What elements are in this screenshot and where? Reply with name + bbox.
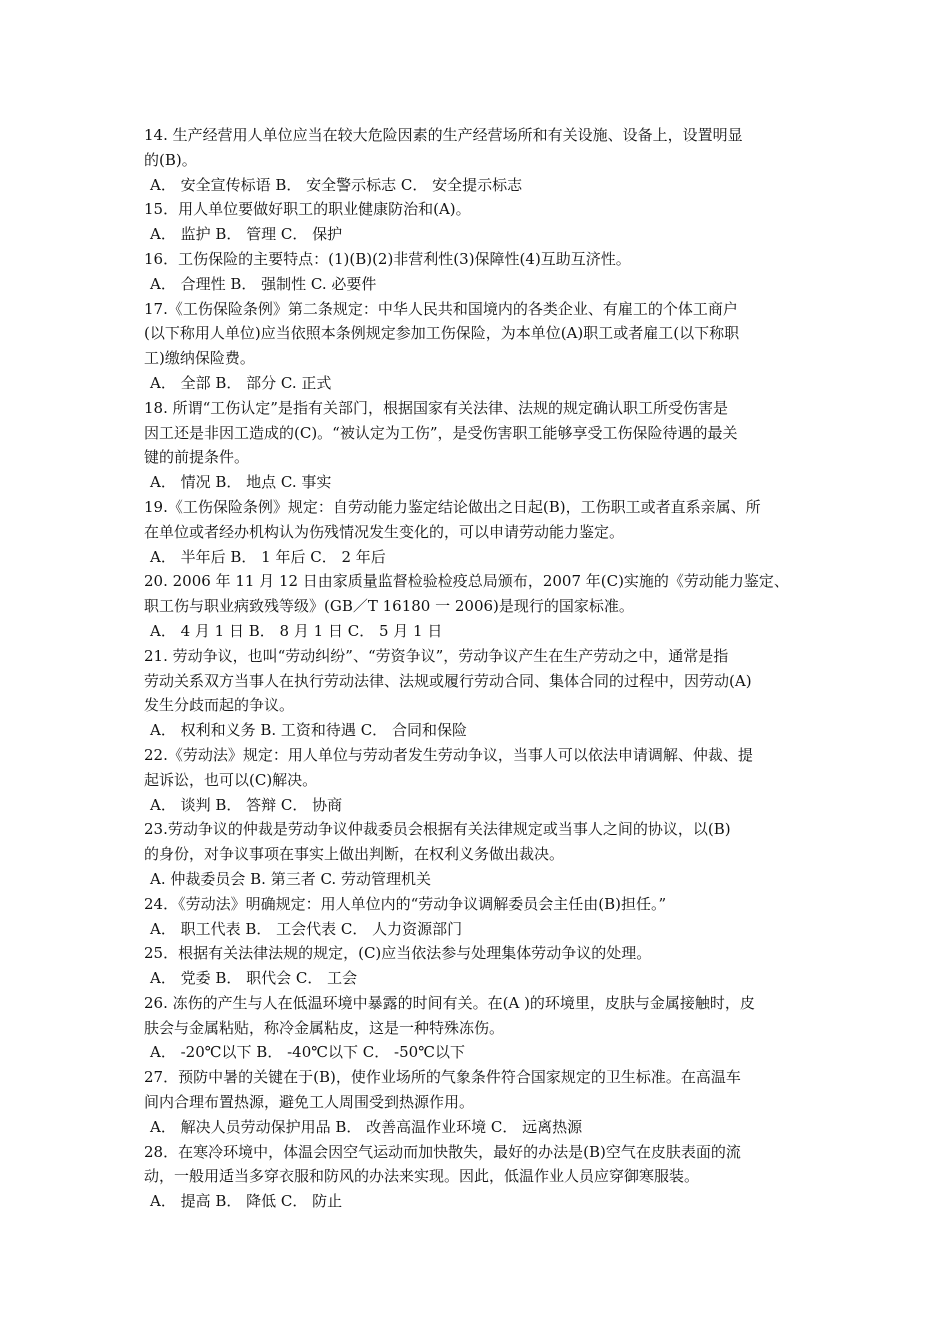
question-text-line: 26. 冻伤的产生与人在低温环境中暴露的时间有关。在(A )的环境里，皮肤与金属接触时，皮 [144, 993, 755, 1012]
question-text-line: 24．《劳动法》明确规定：用人单位内的“劳动争议调解委员会主任由(B)担任。” [144, 894, 667, 913]
answer-options-line: A． 全部 B． 部分 C. 正式 [150, 373, 332, 392]
answer-options-line: A． 党委 B． 职代会 C． 工会 [150, 969, 358, 988]
question-text-line: 因工还是非因工造成的(C)。“被认定为工伤”，是受伤害职工能够享受工伤保险待遇的最关 [144, 423, 738, 442]
question-text-line: 19.《工伤保险条例》规定：自劳动能力鉴定结论做出之日起(B)，工伤职工或者直系亲属、所 [144, 497, 761, 516]
answer-options-line: A． 4 月 1 日 B． 8 月 1 日 C． 5 月 1 日 [150, 621, 443, 640]
answer-options-line: A． 职工代表 B． 工会代表 C． 人力资源部门 [150, 919, 463, 938]
answer-options-line: A． 监护 B． 管理 C． 保护 [150, 225, 343, 244]
question-text-line: 的(B)。 [144, 150, 197, 169]
answer-options-line: A. 仲裁委员会 B. 第三者 C. 劳动管理机关 [150, 869, 431, 888]
document-body [144, 123, 809, 1214]
answer-options-line: A． 解决人员劳动保护用品 B． 改善高温作业环境 C． 远离热源 [150, 1117, 583, 1136]
question-text-line: 职工伤与职业病致残等级》(GB／T 16180 一 2006)是现行的国家标准。 [144, 597, 634, 616]
answer-options-line: A． 权利和义务 B. 工资和待遇 C． 合同和保险 [150, 721, 467, 740]
question-text-line: 16．工伤保险的主要特点：(1)(B)(2)非营利性(3)保障性(4)互助互济性。 [144, 249, 631, 268]
answer-options-line: A． -20℃以下 B． -40℃以下 C． -50℃以下 [150, 1043, 465, 1062]
question-text-line: 18. 所谓“工伤认定”是指有关部门，根据国家有关法律、法规的规定确认职工所受伤害是 [144, 398, 728, 417]
question-text-line: 28．在寒冷环境中，体温会因空气运动而加快散失，最好的办法是(B)空气在皮肤表面的流 [144, 1142, 741, 1161]
answer-options-line: A． 情况 B． 地点 C. 事实 [150, 473, 332, 492]
answer-options-line: A． 提高 B． 降低 C． 防止 [150, 1192, 343, 1211]
question-text-line: 肤会与金属粘贴，称冷金属粘皮，这是一种特殊冻伤。 [144, 1018, 505, 1037]
question-text-line: 劳动关系双方当事人在执行劳动法律、法规或履行劳动合同、集体合同的过程中，因劳动(A) [144, 671, 752, 690]
answer-options-line: A． 谈判 B． 答辩 C． 协商 [150, 795, 343, 814]
question-text-line: 22.《劳动法》规定：用人单位与劳动者发生劳动争议，当事人可以依法申请调解、仲裁、提 [144, 745, 753, 764]
question-text-line: 起诉讼，也可以(C)解决。 [144, 770, 318, 789]
question-text-line: 20. 2006 年 11 月 12 日由家质量监督检验检疫总局颁布，2007 年(C)实施的《劳动能力鉴定、 [144, 572, 789, 591]
question-text-line: (以下称用人单位)应当依照本条例规定参加工伤保险，为本单位(A)职工或者雇工(以下称职 [144, 324, 740, 343]
question-text-line: 工)缴纳保险费。 [144, 349, 255, 368]
question-text-line: 15．用人单位要做好职工的职业健康防治和(A)。 [144, 200, 471, 219]
question-text-line: 动，一般用适当多穿衣服和防风的办法来实现。因此，低温作业人员应穿御寒服装。 [144, 1167, 700, 1186]
question-text-line: 14. 生产经营用人单位应当在较大危险因素的生产经营场所和有关设施、设备上，设置明显 [144, 126, 743, 144]
question-text-line: 21. 劳动争议，也叫“劳动纠纷”、“劳资争议”，劳动争议产生在生产劳动之中，通常是指 [144, 646, 729, 665]
question-text-line: 键的前提条件。 [144, 448, 250, 467]
question-text-line: 的身份，对争议事项在事实上做出判断，在权利义务做出裁决。 [144, 845, 565, 864]
answer-options-line: A． 安全宣传标语 B． 安全警示标志 C． 安全提示标志 [150, 175, 523, 194]
answer-options-line: A． 半年后 B． 1 年后 C． 2 年后 [150, 547, 386, 566]
question-text-line: 发生分歧而起的争议。 [144, 696, 295, 715]
question-text-line: 25．根据有关法律法规的规定，(C)应当依法参与处理集体劳动争议的处理。 [144, 944, 652, 963]
question-text-line: 23.劳动争议的仲裁是劳动争议仲裁委员会根据有关法律规定或当事人之间的协议，以(B) [144, 820, 731, 839]
question-text-line: 17.《工伤保险条例》第二条规定：中华人民共和国境内的各类企业、有雇工的个体工商户 [144, 299, 738, 318]
question-text-line: 27．预防中暑的关键在于(B)，使作业场所的气象条件符合国家规定的卫生标准。在高温车 [144, 1068, 741, 1087]
question-text-line: 间内合理布置热源，避免工人周围受到热源作用。 [144, 1093, 475, 1112]
answer-options-line: A． 合理性 B． 强制性 C. 必要件 [150, 274, 377, 293]
question-text-line: 在单位或者经办机构认为伤残情况发生变化的，可以申请劳动能力鉴定。 [144, 522, 625, 541]
